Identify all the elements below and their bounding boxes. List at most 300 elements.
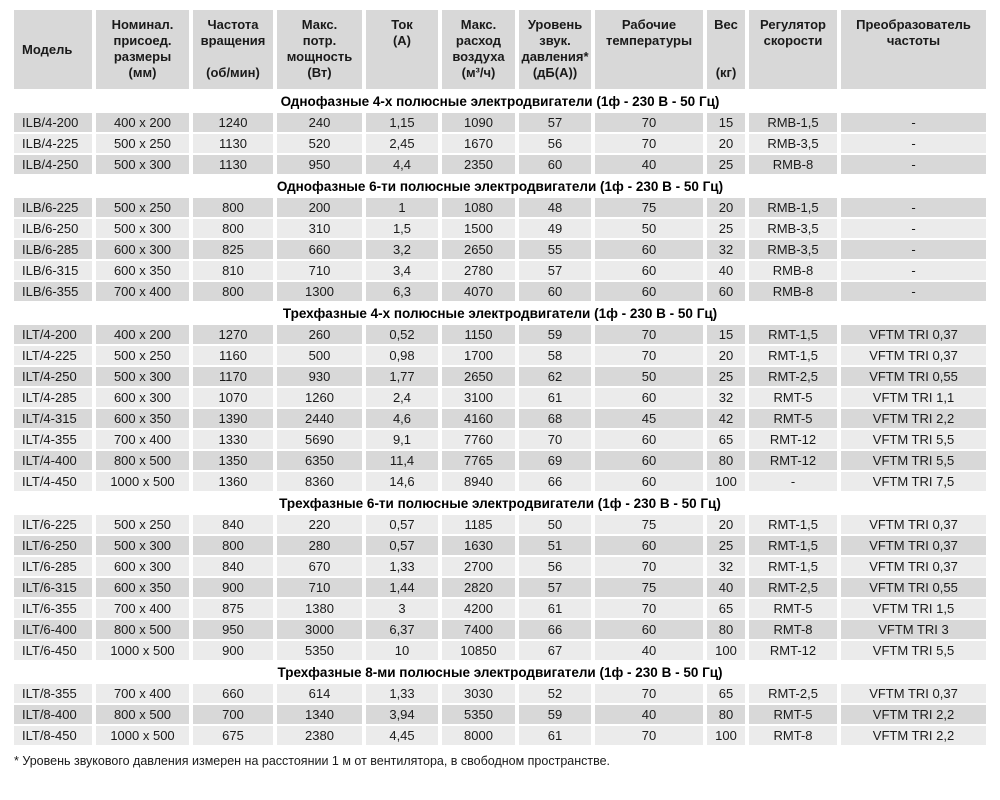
cell-weight: 80 <box>707 451 745 470</box>
cell-rpm: 1360 <box>193 472 273 491</box>
table-row <box>14 282 986 301</box>
cell-work_temp: 70 <box>595 557 703 576</box>
table-row <box>14 346 986 365</box>
cell-max_power: 280 <box>277 536 362 555</box>
cell-rpm: 1270 <box>193 325 273 344</box>
cell-speed_controller: RMB-1,5 <box>749 198 837 217</box>
cell-max_airflow: 1080 <box>442 198 515 217</box>
column-header-frequency_converter <box>841 10 986 89</box>
cell-current: 11,4 <box>366 451 438 470</box>
column-header-line: Макс. <box>460 17 497 32</box>
cell-rpm: 1330 <box>193 430 273 449</box>
cell-model: ILT/6-225 <box>14 515 92 534</box>
cell-speed_controller: RMB-1,5 <box>749 113 837 132</box>
cell-speed_controller: RMB-3,5 <box>749 240 837 259</box>
cell-speed_controller: RMT-1,5 <box>749 346 837 365</box>
cell-frequency_converter: VFTM TRI 2,2 <box>841 705 986 724</box>
cell-model: ILT/4-355 <box>14 430 92 449</box>
cell-weight: 25 <box>707 367 745 386</box>
cell-rpm: 1130 <box>193 134 273 153</box>
cell-current: 1,15 <box>366 113 438 132</box>
cell-work_temp: 60 <box>595 536 703 555</box>
cell-sound_level: 59 <box>519 705 591 724</box>
cell-weight: 40 <box>707 261 745 280</box>
cell-max_airflow: 7400 <box>442 620 515 639</box>
cell-weight: 80 <box>707 620 745 639</box>
cell-model: ILB/6-250 <box>14 219 92 238</box>
column-header-line: Регулятор <box>760 17 826 32</box>
cell-work_temp: 40 <box>595 705 703 724</box>
cell-max_power: 6350 <box>277 451 362 470</box>
table-row <box>14 641 986 660</box>
table-row <box>14 451 986 470</box>
cell-max_airflow: 8000 <box>442 726 515 745</box>
column-header-line: потр. <box>302 33 337 48</box>
cell-current: 3 <box>366 599 438 618</box>
cell-current: 0,57 <box>366 515 438 534</box>
table-row <box>14 155 986 174</box>
cell-model: ILB/4-200 <box>14 113 92 132</box>
cell-speed_controller: RMT-5 <box>749 599 837 618</box>
section-row-2 <box>14 303 986 323</box>
cell-dimensions: 600 x 350 <box>96 409 189 428</box>
cell-current: 2,45 <box>366 134 438 153</box>
cell-speed_controller: RMT-8 <box>749 620 837 639</box>
column-header-line <box>707 49 745 65</box>
cell-max_power: 5350 <box>277 641 362 660</box>
cell-sound_level: 57 <box>519 113 591 132</box>
table-row <box>14 388 986 407</box>
cell-model: ILT/6-285 <box>14 557 92 576</box>
cell-current: 3,4 <box>366 261 438 280</box>
section-header: Трехфазные 4-х полюсные электродвигатели (1ф - 230 В - 50 Гц) <box>14 303 986 323</box>
cell-max_airflow: 4200 <box>442 599 515 618</box>
table-row <box>14 325 986 344</box>
table-row <box>14 240 986 259</box>
cell-weight: 20 <box>707 515 745 534</box>
cell-speed_controller: RMT-1,5 <box>749 325 837 344</box>
cell-frequency_converter: VFTM TRI 0,55 <box>841 578 986 597</box>
cell-sound_level: 61 <box>519 599 591 618</box>
cell-dimensions: 500 x 300 <box>96 367 189 386</box>
column-header-line: размеры <box>113 49 172 64</box>
column-header-speed_controller <box>749 10 837 89</box>
cell-weight: 20 <box>707 134 745 153</box>
cell-max_airflow: 4160 <box>442 409 515 428</box>
cell-work_temp: 60 <box>595 451 703 470</box>
cell-dimensions: 1000 x 500 <box>96 726 189 745</box>
cell-rpm: 1350 <box>193 451 273 470</box>
cell-max_airflow: 1700 <box>442 346 515 365</box>
cell-frequency_converter: VFTM TRI 0,37 <box>841 346 986 365</box>
cell-dimensions: 800 x 500 <box>96 451 189 470</box>
cell-sound_level: 60 <box>519 282 591 301</box>
cell-current: 14,6 <box>366 472 438 491</box>
cell-work_temp: 70 <box>595 599 703 618</box>
table-row <box>14 367 986 386</box>
cell-rpm: 1160 <box>193 346 273 365</box>
cell-weight: 60 <box>707 282 745 301</box>
cell-work_temp: 60 <box>595 430 703 449</box>
cell-current: 0,52 <box>366 325 438 344</box>
cell-sound_level: 66 <box>519 472 591 491</box>
column-header-max_airflow <box>442 10 515 89</box>
table-row <box>14 409 986 428</box>
cell-max_airflow: 4070 <box>442 282 515 301</box>
table-row <box>14 515 986 534</box>
cell-work_temp: 60 <box>595 282 703 301</box>
cell-dimensions: 700 x 400 <box>96 282 189 301</box>
column-header-line: Преобразователь <box>856 17 971 32</box>
cell-work_temp: 70 <box>595 346 703 365</box>
cell-rpm: 1070 <box>193 388 273 407</box>
cell-frequency_converter: VFTM TRI 0,37 <box>841 325 986 344</box>
section-header: Однофазные 6-ти полюсные электродвигатели (1ф - 230 В - 50 Гц) <box>14 176 986 196</box>
cell-dimensions: 700 x 400 <box>96 430 189 449</box>
cell-dimensions: 500 x 250 <box>96 346 189 365</box>
cell-work_temp: 75 <box>595 578 703 597</box>
cell-speed_controller: RMB-8 <box>749 261 837 280</box>
column-header-current <box>366 10 438 89</box>
cell-rpm: 950 <box>193 620 273 639</box>
cell-sound_level: 60 <box>519 155 591 174</box>
cell-rpm: 825 <box>193 240 273 259</box>
column-header-line: звук. <box>539 33 571 48</box>
cell-speed_controller: RMT-5 <box>749 705 837 724</box>
table-row <box>14 726 986 745</box>
cell-frequency_converter: - <box>841 282 986 301</box>
cell-frequency_converter: VFTM TRI 5,5 <box>841 430 986 449</box>
cell-model: ILT/4-400 <box>14 451 92 470</box>
cell-sound_level: 57 <box>519 578 591 597</box>
table-row <box>14 536 986 555</box>
cell-max_airflow: 2650 <box>442 240 515 259</box>
cell-work_temp: 70 <box>595 684 703 703</box>
cell-frequency_converter: VFTM TRI 5,5 <box>841 451 986 470</box>
cell-current: 1,33 <box>366 684 438 703</box>
cell-weight: 100 <box>707 472 745 491</box>
cell-work_temp: 60 <box>595 472 703 491</box>
section-row-3 <box>14 493 986 513</box>
cell-max_airflow: 7760 <box>442 430 515 449</box>
cell-weight: 20 <box>707 198 745 217</box>
cell-max_power: 520 <box>277 134 362 153</box>
cell-current: 10 <box>366 641 438 660</box>
cell-frequency_converter: VFTM TRI 1,5 <box>841 599 986 618</box>
cell-speed_controller: RMT-5 <box>749 388 837 407</box>
column-header-line: скорости <box>763 33 823 48</box>
cell-sound_level: 67 <box>519 641 591 660</box>
cell-speed_controller: RMB-8 <box>749 282 837 301</box>
cell-dimensions: 500 x 300 <box>96 536 189 555</box>
cell-work_temp: 50 <box>595 219 703 238</box>
cell-weight: 20 <box>707 346 745 365</box>
cell-speed_controller: RMB-8 <box>749 155 837 174</box>
cell-rpm: 800 <box>193 219 273 238</box>
cell-current: 1 <box>366 198 438 217</box>
cell-model: ILT/4-225 <box>14 346 92 365</box>
section-row-0 <box>14 91 986 111</box>
cell-max_power: 710 <box>277 261 362 280</box>
cell-model: ILT/8-400 <box>14 705 92 724</box>
cell-frequency_converter: VFTM TRI 3 <box>841 620 986 639</box>
cell-weight: 65 <box>707 599 745 618</box>
cell-model: ILB/6-315 <box>14 261 92 280</box>
cell-work_temp: 40 <box>595 641 703 660</box>
cell-max_power: 950 <box>277 155 362 174</box>
cell-current: 1,33 <box>366 557 438 576</box>
column-header-line: (А) <box>392 33 412 48</box>
section-row-1 <box>14 176 986 196</box>
cell-max_power: 1380 <box>277 599 362 618</box>
column-header-line: Вес <box>714 17 738 32</box>
table-row <box>14 557 986 576</box>
table-row <box>14 430 986 449</box>
cell-frequency_converter: VFTM TRI 1,1 <box>841 388 986 407</box>
cell-max_power: 220 <box>277 515 362 534</box>
section-header: Однофазные 4-х полюсные электродвигатели (1ф - 230 В - 50 Гц) <box>14 91 986 111</box>
cell-max_power: 2380 <box>277 726 362 745</box>
cell-model: ILT/4-450 <box>14 472 92 491</box>
cell-current: 3,2 <box>366 240 438 259</box>
cell-speed_controller: RMB-3,5 <box>749 219 837 238</box>
cell-model: ILT/4-200 <box>14 325 92 344</box>
cell-speed_controller: - <box>749 472 837 491</box>
cell-frequency_converter: VFTM TRI 2,2 <box>841 726 986 745</box>
cell-dimensions: 600 x 300 <box>96 388 189 407</box>
cell-model: ILT/6-355 <box>14 599 92 618</box>
cell-sound_level: 56 <box>519 134 591 153</box>
cell-work_temp: 50 <box>595 367 703 386</box>
cell-max_power: 3000 <box>277 620 362 639</box>
cell-dimensions: 500 x 300 <box>96 155 189 174</box>
cell-work_temp: 75 <box>595 198 703 217</box>
cell-current: 4,45 <box>366 726 438 745</box>
cell-max_airflow: 2350 <box>442 155 515 174</box>
cell-dimensions: 800 x 500 <box>96 620 189 639</box>
cell-sound_level: 69 <box>519 451 591 470</box>
cell-model: ILT/4-285 <box>14 388 92 407</box>
cell-max_airflow: 8940 <box>442 472 515 491</box>
cell-weight: 25 <box>707 219 745 238</box>
cell-sound_level: 56 <box>519 557 591 576</box>
table-row <box>14 198 986 217</box>
cell-rpm: 900 <box>193 641 273 660</box>
cell-sound_level: 70 <box>519 430 591 449</box>
column-header-line: Модель <box>22 41 73 57</box>
cell-weight: 25 <box>707 536 745 555</box>
cell-weight: 65 <box>707 684 745 703</box>
cell-max_airflow: 3030 <box>442 684 515 703</box>
cell-current: 1,77 <box>366 367 438 386</box>
cell-max_power: 5690 <box>277 430 362 449</box>
cell-weight: 40 <box>707 578 745 597</box>
cell-model: ILT/4-315 <box>14 409 92 428</box>
table-row <box>14 705 986 724</box>
column-header-line: Рабочие <box>621 17 677 32</box>
cell-weight: 65 <box>707 430 745 449</box>
cell-sound_level: 62 <box>519 367 591 386</box>
cell-rpm: 800 <box>193 282 273 301</box>
column-header-work_temp <box>595 10 703 89</box>
cell-current: 6,37 <box>366 620 438 639</box>
cell-current: 0,98 <box>366 346 438 365</box>
cell-weight: 25 <box>707 155 745 174</box>
cell-max_airflow: 1500 <box>442 219 515 238</box>
cell-work_temp: 70 <box>595 726 703 745</box>
table-row <box>14 261 986 280</box>
cell-model: ILB/6-355 <box>14 282 92 301</box>
column-header-line: (кг) <box>715 65 737 80</box>
cell-work_temp: 45 <box>595 409 703 428</box>
cell-current: 4,4 <box>366 155 438 174</box>
cell-max_airflow: 1090 <box>442 113 515 132</box>
cell-rpm: 660 <box>193 684 273 703</box>
column-header-line: частоты <box>886 33 941 48</box>
cell-max_power: 660 <box>277 240 362 259</box>
cell-dimensions: 600 x 350 <box>96 261 189 280</box>
section-row-4 <box>14 662 986 682</box>
table-header-row <box>14 10 986 89</box>
cell-sound_level: 50 <box>519 515 591 534</box>
cell-weight: 100 <box>707 641 745 660</box>
cell-sound_level: 61 <box>519 388 591 407</box>
cell-rpm: 840 <box>193 557 273 576</box>
column-header-line: Ток <box>391 17 413 32</box>
column-header-line: (об/мин) <box>206 65 260 80</box>
cell-frequency_converter: - <box>841 240 986 259</box>
cell-max_power: 500 <box>277 346 362 365</box>
cell-work_temp: 70 <box>595 134 703 153</box>
column-header-line: давления* <box>521 49 589 64</box>
cell-frequency_converter: VFTM TRI 7,5 <box>841 472 986 491</box>
column-header-line: воздуха <box>452 49 505 64</box>
cell-max_power: 1260 <box>277 388 362 407</box>
cell-max_airflow: 3100 <box>442 388 515 407</box>
cell-max_airflow: 2820 <box>442 578 515 597</box>
cell-model: ILT/4-250 <box>14 367 92 386</box>
column-header-rpm <box>193 10 273 89</box>
cell-sound_level: 66 <box>519 620 591 639</box>
footnote: * Уровень звукового давления измерен на расстоянии 1 м от вентилятора, в свободном пространстве. <box>14 754 611 768</box>
cell-rpm: 875 <box>193 599 273 618</box>
column-header-line: (дБ(А)) <box>532 65 578 80</box>
cell-rpm: 1130 <box>193 155 273 174</box>
cell-dimensions: 700 x 400 <box>96 599 189 618</box>
column-header-line: расход <box>455 33 502 48</box>
table-row <box>14 113 986 132</box>
cell-work_temp: 60 <box>595 388 703 407</box>
cell-sound_level: 58 <box>519 346 591 365</box>
cell-max_power: 670 <box>277 557 362 576</box>
cell-frequency_converter: VFTM TRI 5,5 <box>841 641 986 660</box>
cell-max_power: 930 <box>277 367 362 386</box>
cell-max_power: 240 <box>277 113 362 132</box>
cell-frequency_converter: VFTM TRI 0,37 <box>841 515 986 534</box>
cell-max_airflow: 2700 <box>442 557 515 576</box>
column-header-max_power <box>277 10 362 89</box>
cell-dimensions: 1000 x 500 <box>96 641 189 660</box>
cell-current: 9,1 <box>366 430 438 449</box>
column-header-weight <box>707 10 745 89</box>
table-row <box>14 134 986 153</box>
column-header-line: (м³/ч) <box>461 65 496 80</box>
cell-max_power: 710 <box>277 578 362 597</box>
cell-weight: 100 <box>707 726 745 745</box>
cell-frequency_converter: - <box>841 198 986 217</box>
cell-model: ILT/8-355 <box>14 684 92 703</box>
cell-rpm: 675 <box>193 726 273 745</box>
cell-speed_controller: RMT-2,5 <box>749 367 837 386</box>
cell-rpm: 1170 <box>193 367 273 386</box>
cell-weight: 15 <box>707 113 745 132</box>
cell-current: 3,94 <box>366 705 438 724</box>
cell-sound_level: 48 <box>519 198 591 217</box>
cell-dimensions: 700 x 400 <box>96 684 189 703</box>
cell-speed_controller: RMT-5 <box>749 409 837 428</box>
cell-dimensions: 400 x 200 <box>96 325 189 344</box>
cell-dimensions: 400 x 200 <box>96 113 189 132</box>
cell-rpm: 900 <box>193 578 273 597</box>
cell-sound_level: 59 <box>519 325 591 344</box>
cell-dimensions: 1000 x 500 <box>96 472 189 491</box>
table-row <box>14 578 986 597</box>
cell-dimensions: 500 x 250 <box>96 198 189 217</box>
cell-model: ILB/4-225 <box>14 134 92 153</box>
table-row <box>14 684 986 703</box>
cell-max_airflow: 2650 <box>442 367 515 386</box>
cell-work_temp: 60 <box>595 620 703 639</box>
cell-max_airflow: 5350 <box>442 705 515 724</box>
cell-speed_controller: RMT-1,5 <box>749 536 837 555</box>
cell-dimensions: 600 x 300 <box>96 240 189 259</box>
cell-max_airflow: 7765 <box>442 451 515 470</box>
cell-dimensions: 500 x 250 <box>96 134 189 153</box>
column-header-line: Частота <box>207 17 259 32</box>
cell-dimensions: 800 x 500 <box>96 705 189 724</box>
cell-max_power: 2440 <box>277 409 362 428</box>
cell-max_power: 1300 <box>277 282 362 301</box>
cell-work_temp: 60 <box>595 240 703 259</box>
cell-frequency_converter: - <box>841 219 986 238</box>
column-header-line: Уровень <box>527 17 583 32</box>
cell-weight: 80 <box>707 705 745 724</box>
cell-frequency_converter: VFTM TRI 2,2 <box>841 409 986 428</box>
cell-max_airflow: 2780 <box>442 261 515 280</box>
cell-work_temp: 70 <box>595 325 703 344</box>
cell-speed_controller: RMT-12 <box>749 451 837 470</box>
cell-frequency_converter: VFTM TRI 0,37 <box>841 684 986 703</box>
cell-max_airflow: 1670 <box>442 134 515 153</box>
cell-speed_controller: RMB-3,5 <box>749 134 837 153</box>
cell-model: ILT/6-450 <box>14 641 92 660</box>
cell-work_temp: 60 <box>595 261 703 280</box>
cell-sound_level: 51 <box>519 536 591 555</box>
table-row <box>14 620 986 639</box>
column-header-line: температуры <box>605 33 693 48</box>
cell-rpm: 1390 <box>193 409 273 428</box>
cell-speed_controller: RMT-2,5 <box>749 578 837 597</box>
column-header-line: (Вт) <box>307 65 332 80</box>
cell-max_airflow: 1150 <box>442 325 515 344</box>
cell-speed_controller: RMT-2,5 <box>749 684 837 703</box>
cell-dimensions: 500 x 250 <box>96 515 189 534</box>
cell-sound_level: 68 <box>519 409 591 428</box>
cell-max_airflow: 1630 <box>442 536 515 555</box>
cell-rpm: 800 <box>193 536 273 555</box>
cell-rpm: 700 <box>193 705 273 724</box>
cell-work_temp: 40 <box>595 155 703 174</box>
